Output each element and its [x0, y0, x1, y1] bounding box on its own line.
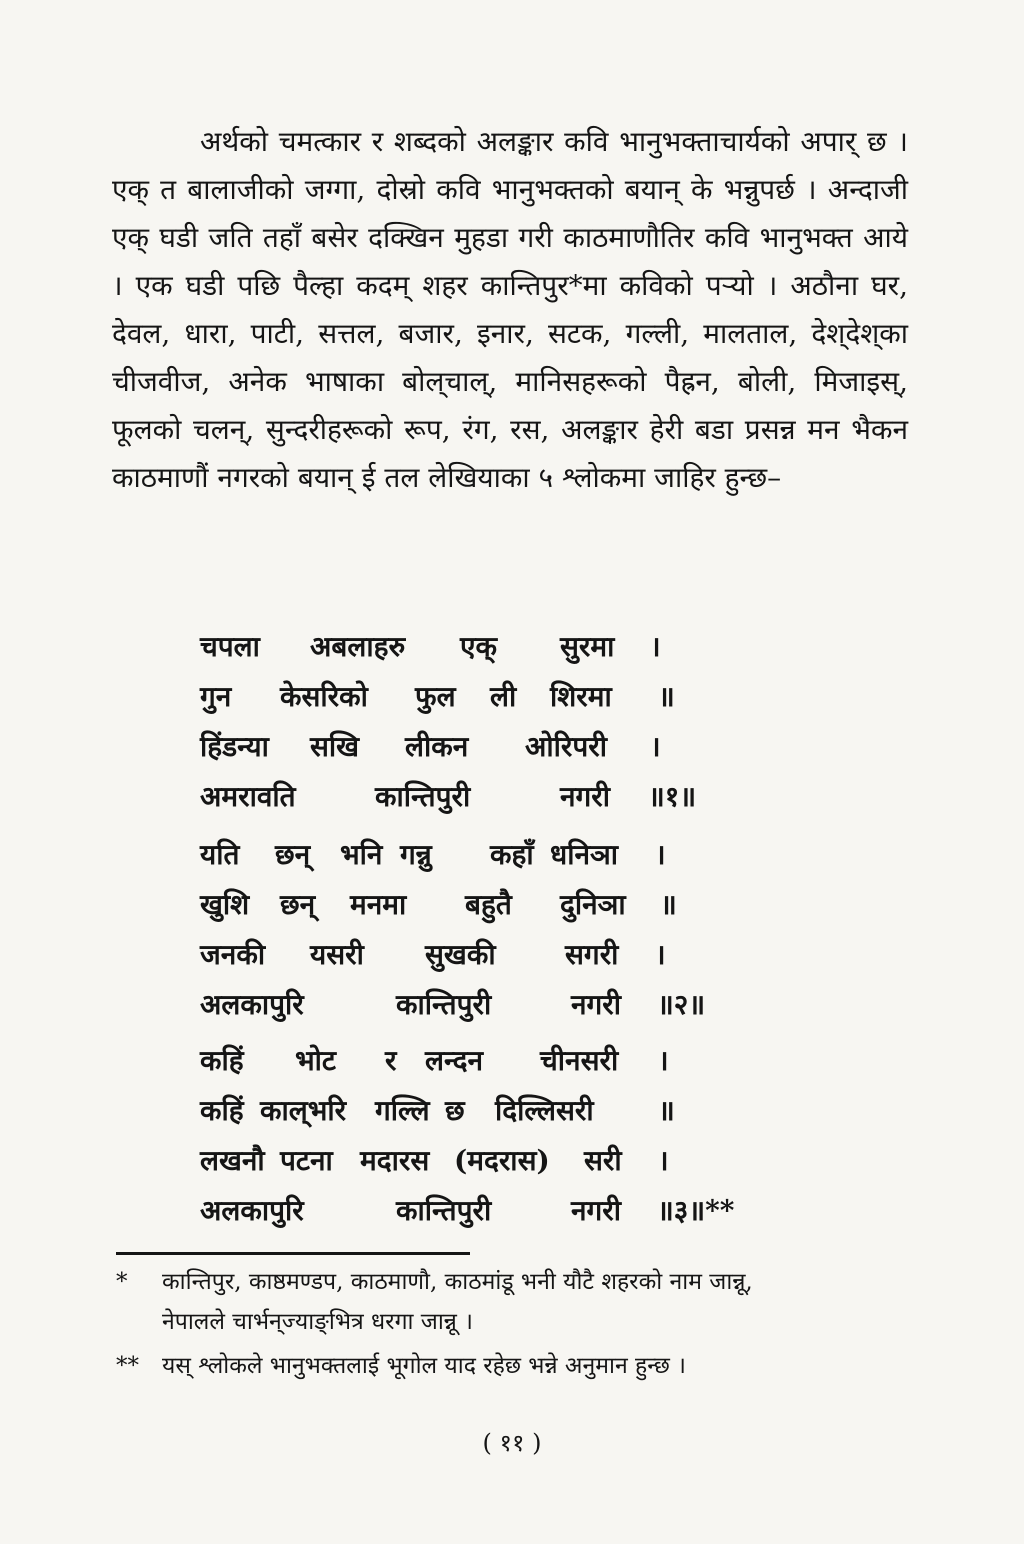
verse-line	[200, 622, 696, 672]
verse-word: मदारस	[360, 1144, 430, 1177]
verse-word: ॥	[658, 680, 675, 713]
verse-word: ओरिपरी	[525, 730, 607, 763]
verse-word: कहिं	[200, 1044, 244, 1077]
verse-line	[200, 880, 705, 930]
verse-word: कहिं	[200, 1094, 244, 1127]
verse-line	[200, 1036, 734, 1086]
verse-word: यति	[200, 838, 240, 871]
verse-word: ।	[655, 938, 666, 971]
verse-word: गन्नु	[400, 838, 432, 871]
verse-word: ली	[490, 680, 517, 713]
verse-line	[200, 930, 705, 980]
footnote-text: कान्तिपुर, काष्ठमण्डप, काठमाणौ, काठमांडू भनी यौटै शहरको नाम जान्नू,	[162, 1269, 753, 1295]
verse-word: ॥	[658, 1094, 675, 1127]
verse-word: कहाँ	[490, 838, 534, 871]
verse-stanza-1	[200, 622, 696, 822]
verse-word: यसरी	[310, 938, 364, 971]
verse-word: कान्तिपुरी	[396, 1194, 492, 1227]
verse-word: नगरी	[571, 1194, 622, 1227]
verse-word: सुरमा	[560, 630, 615, 663]
verse-line	[200, 772, 696, 822]
verse-word: ।	[655, 838, 666, 871]
verse-word: चपला	[200, 630, 260, 663]
footnote-marker: *	[116, 1269, 128, 1295]
verse-word: गुन	[200, 680, 232, 713]
footnote-2	[116, 1346, 916, 1386]
verse-word: मनमा	[350, 888, 407, 921]
verse-word: बहुतै	[465, 888, 512, 921]
verse-word: छन्	[275, 838, 311, 871]
verse-word: लखनौ	[200, 1144, 265, 1177]
verse-word: अमरावति	[200, 780, 296, 813]
verse-line	[200, 830, 705, 880]
verse-word: भनि	[340, 838, 383, 871]
verse-word: ॥३॥**	[657, 1194, 735, 1227]
verse-word: र	[385, 1044, 397, 1077]
verse-stanza-2	[200, 830, 705, 1030]
verse-word: कान्तिपुरी	[375, 780, 471, 813]
verse-word: ।	[650, 630, 661, 663]
verse-word: धनिञा	[550, 838, 619, 871]
verse-word: नगरी	[571, 988, 622, 1021]
verse-word: सगरी	[565, 938, 619, 971]
verse-line	[200, 722, 696, 772]
verse-line	[200, 1186, 734, 1236]
page-number: ( ११ )	[482, 1429, 542, 1457]
verse-word: सखि	[310, 730, 360, 763]
footnote-text-continued: नेपालले चार्भन्‌ज्याङ्‌भित्र धरगा जान्नू ।	[162, 1309, 473, 1335]
verse-word: ।	[658, 1144, 669, 1177]
verse-word: शिरमा	[550, 680, 612, 713]
verse-word: कान्तिपुरी	[396, 988, 492, 1021]
verse-word: गल्लि	[375, 1094, 430, 1127]
verse-line	[200, 672, 696, 722]
verse-word: फुल	[415, 680, 456, 713]
footnote-1	[116, 1262, 916, 1342]
footnote-marker: **	[116, 1353, 139, 1379]
verse-line	[200, 980, 705, 1030]
verse-word: चीनसरी	[540, 1044, 619, 1077]
verse-word: केसरिको	[280, 680, 368, 713]
verse-word: पटना	[280, 1144, 333, 1177]
verse-word: दुनिञा	[560, 888, 626, 921]
verse-word: काल्‌भरि	[260, 1094, 347, 1127]
verse-line	[200, 1086, 734, 1136]
verse-word: खुशि	[200, 888, 250, 921]
verse-line	[200, 1136, 734, 1186]
verse-word: ॥	[660, 888, 677, 921]
verse-word: ।	[658, 1044, 669, 1077]
verse-word: नगरी	[560, 780, 611, 813]
verse-word: लीकन	[405, 730, 469, 763]
verse-word: ।	[650, 730, 661, 763]
footnote-divider	[116, 1252, 470, 1255]
verse-word: भोट	[295, 1044, 337, 1077]
verse-word: हिंडन्या	[200, 730, 269, 763]
verse-word: एक्	[460, 630, 497, 663]
verse-word: छन्	[280, 888, 316, 921]
verse-word: दिल्लिसरी	[495, 1094, 594, 1127]
verse-word: अबलाहरु	[310, 630, 406, 663]
verse-word: सरी	[584, 1144, 622, 1177]
verse-word: अलकापुरि	[200, 1194, 304, 1227]
verse-word: छ	[445, 1094, 465, 1127]
body-paragraph-text: अर्थको चमत्कार र शब्दको अलङ्कार कवि भानुभक्ताचार्यको अपार् छ । एक् त बालाजीको जग्गा, दोस्रो कवि भानुभक्तको बयान् के भन्नुपर्छ । अन्दाजी एक् घडी जति तहाँ बसेर दक्खिन मुहडा गरी काठमाणौतिर कवि भानुभक्त आये । एक घडी पछि पैल्हा कदम् शहर कान्तिपुर*मा कविको पर्‍यो । अठौना घर, देवल, धारा, पाटी, सत्तल, बजार, इनार, सटक, गल्ली, मालताल, देश्‌देश्‌का चीजवीज, अनेक भाषाका बोल्‌चाल्, मानिसहरूको पैह्रन, बोली, मिजाइस्, फूलको चलन्, सुन्दरीहरूको रूप, रंग, रस, अलङ्कार हेरी बडा प्रसन्न मन भैकन काठमाणौं नगरको बयान् ई तल लेखियाका ५ श्लोकमा जाहिर हुन्छ–	[112, 125, 908, 494]
verse-word: ॥१॥	[648, 780, 697, 813]
verse-word: सुखकी	[425, 938, 496, 971]
verse-stanza-3	[200, 1036, 734, 1236]
verse-word: जनकी	[200, 938, 266, 971]
verse-word: लन्दन	[425, 1044, 484, 1077]
verse-word: (मदरास)	[454, 1144, 550, 1177]
verse-word: अलकापुरि	[200, 988, 304, 1021]
footnote-text: यस् श्लोकले भानुभक्तलाई भूगोल याद रहेछ भन्ने अनुमान हुन्छ ।	[162, 1353, 686, 1379]
verse-word: ॥२॥	[657, 988, 706, 1021]
body-paragraph	[112, 118, 908, 502]
